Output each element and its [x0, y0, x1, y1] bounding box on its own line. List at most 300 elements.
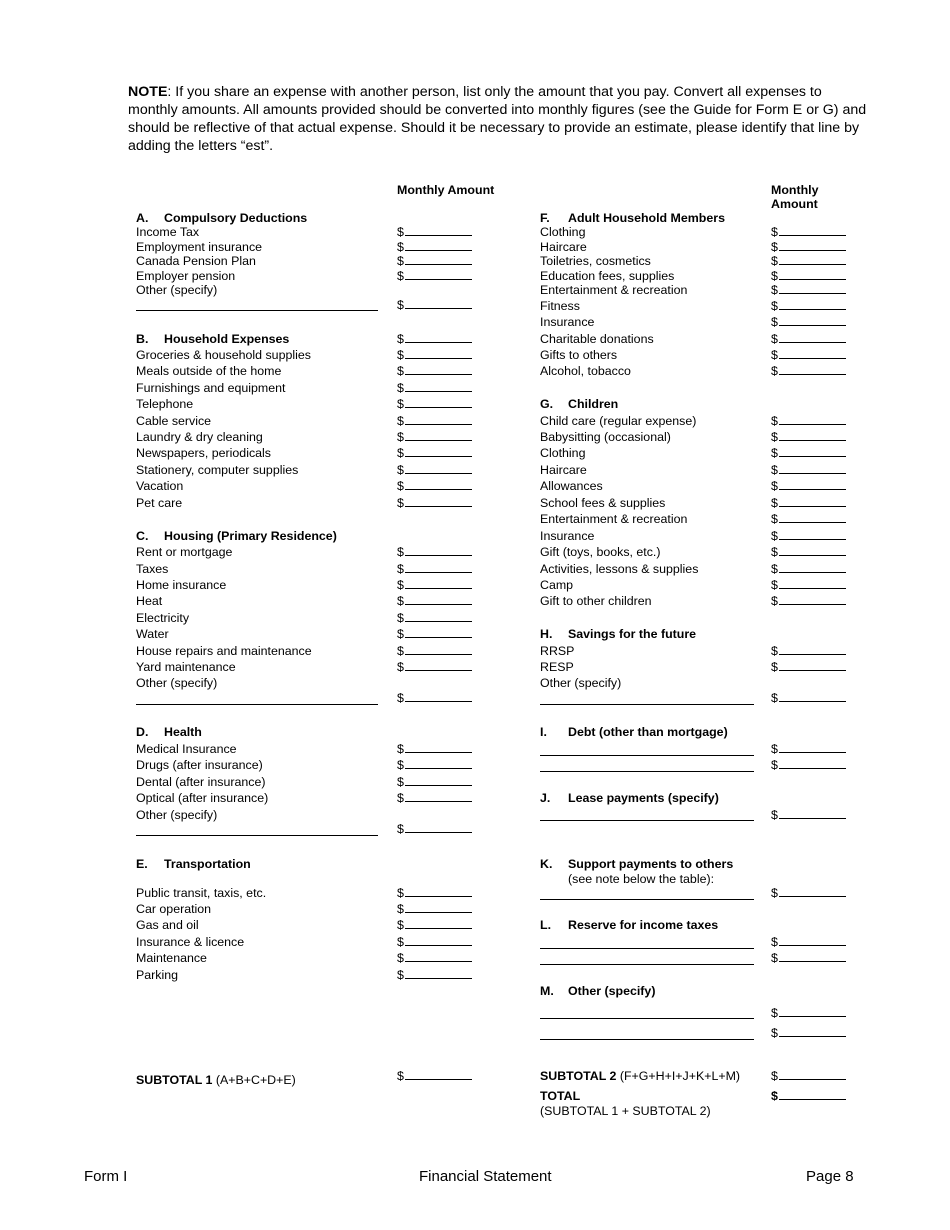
monthly-amount-field[interactable] — [397, 254, 472, 268]
amount-input-line[interactable] — [779, 935, 846, 946]
monthly-amount-field[interactable] — [771, 1006, 846, 1020]
expense-item-label: Activities, lessons & supplies — [540, 562, 699, 576]
currency-symbol: $ — [771, 364, 778, 378]
monthly-amount-field[interactable] — [397, 298, 472, 312]
expense-item-label: Medical Insurance — [136, 742, 237, 756]
monthly-amount-field[interactable] — [771, 463, 846, 477]
monthly-amount-field[interactable] — [397, 348, 472, 362]
section-letter: A. — [136, 211, 149, 225]
currency-symbol: $ — [397, 496, 404, 510]
subtotal-1-formula: (A+B+C+D+E) — [212, 1073, 296, 1087]
currency-symbol: $ — [771, 414, 778, 428]
amount-input-line[interactable] — [779, 951, 846, 962]
section-subtitle: (see note below the table): — [568, 872, 715, 886]
currency-symbol: $ — [771, 578, 778, 592]
currency-symbol: $ — [397, 822, 404, 836]
footer-form: Form I — [84, 1168, 128, 1185]
expense-item-label: Other (specify) — [136, 808, 218, 822]
amount-input-line[interactable] — [405, 775, 472, 786]
currency-symbol: $ — [397, 269, 404, 283]
section-title: Children — [568, 397, 619, 411]
currency-symbol: $ — [771, 1006, 778, 1020]
section-k-header — [540, 857, 733, 871]
monthly-amount-field[interactable] — [771, 951, 846, 965]
amount-input-line[interactable] — [405, 463, 472, 474]
amount-input-line[interactable] — [779, 1089, 846, 1100]
expense-item-label: Clothing — [540, 225, 586, 239]
monthly-amount-field[interactable] — [397, 660, 472, 674]
currency-symbol: $ — [397, 397, 404, 411]
monthly-amount-field[interactable] — [771, 644, 846, 658]
expense-item-label: Telephone — [136, 397, 194, 411]
currency-symbol: $ — [771, 886, 778, 900]
monthly-amount-field[interactable] — [397, 968, 472, 982]
expense-item-label: Other (specify) — [136, 676, 218, 690]
total-title: TOTAL — [540, 1089, 581, 1103]
expense-item-label: Clothing — [540, 446, 586, 460]
expense-item-label: Dental (after insurance) — [136, 775, 266, 789]
amount-input-line[interactable] — [779, 512, 846, 523]
amount-input-line[interactable] — [779, 594, 846, 605]
specify-input-line[interactable] — [540, 820, 754, 821]
currency-symbol: $ — [771, 935, 778, 949]
expense-item-label: Other (specify) — [540, 676, 622, 690]
section-e-header — [136, 857, 251, 871]
amount-input-line[interactable] — [779, 414, 846, 425]
section-c-header — [136, 529, 337, 543]
monthly-amount-field[interactable] — [771, 691, 846, 705]
expense-item-label: Charitable donations — [540, 332, 654, 346]
expense-item-label: Babysitting (occasional) — [540, 430, 671, 444]
currency-symbol: $ — [397, 430, 404, 444]
currency-symbol: $ — [397, 691, 404, 705]
monthly-amount-field[interactable] — [397, 594, 472, 608]
amount-input-line[interactable] — [405, 225, 472, 236]
monthly-amount-field[interactable] — [771, 562, 846, 576]
total-formula: (SUBTOTAL 1 + SUBTOTAL 2) — [540, 1104, 711, 1118]
amount-input-line[interactable] — [779, 315, 846, 326]
currency-symbol: $ — [771, 660, 778, 674]
monthly-amount-field[interactable] — [771, 446, 846, 460]
amount-input-line[interactable] — [779, 348, 846, 359]
specify-input-line[interactable] — [540, 948, 754, 949]
section-letter: D. — [136, 725, 149, 739]
subtotal-2-formula: (F+G+H+I+J+K+L+M) — [616, 1069, 741, 1083]
note-text: : If you share an expense with another person, list only the amount that you pay. Convert all expenses to monthly amounts. All amounts provided should be converted into monthly figures (see the Guide for Form E or G) and should be reflective of that actual expense. Should it be necessary to provide an estimate, please identify that line by adding the letters “est”. — [128, 84, 867, 154]
monthly-amount-field[interactable] — [397, 935, 472, 949]
amount-input-line[interactable] — [779, 430, 846, 441]
currency-symbol: $ — [397, 902, 404, 916]
section-title: Other (specify) — [568, 984, 656, 998]
amount-input-line[interactable] — [779, 299, 846, 310]
expense-item-label: Alcohol, tobacco — [540, 364, 631, 378]
expense-item-label: Income Tax — [136, 225, 200, 239]
currency-symbol: $ — [771, 594, 778, 608]
amount-input-line[interactable] — [779, 529, 846, 540]
expense-item-label: Entertainment & recreation — [540, 283, 688, 297]
monthly-amount-field[interactable] — [771, 1069, 846, 1083]
monthly-amount-field[interactable] — [397, 332, 472, 346]
expense-item-label: Heat — [136, 594, 163, 608]
currency-symbol: $ — [397, 240, 404, 254]
monthly-amount-field[interactable] — [771, 758, 846, 772]
amount-input-line[interactable] — [779, 463, 846, 474]
section-title: Transportation — [164, 857, 251, 871]
monthly-amount-field[interactable] — [397, 397, 472, 411]
monthly-amount-field[interactable] — [397, 822, 472, 836]
expense-item-label: Haircare — [540, 240, 587, 254]
currency-symbol: $ — [397, 968, 404, 982]
amount-input-line[interactable] — [779, 225, 846, 236]
monthly-amount-field[interactable] — [397, 886, 472, 900]
amount-input-line[interactable] — [405, 644, 472, 655]
footer-page: Page 8 — [806, 1168, 854, 1185]
amount-input-line[interactable] — [779, 742, 846, 753]
currency-symbol: $ — [397, 364, 404, 378]
section-h-header — [540, 627, 696, 641]
currency-symbol: $ — [771, 315, 778, 329]
monthly-amount-field[interactable] — [771, 414, 846, 428]
monthly-amount-field[interactable] — [771, 594, 846, 608]
currency-symbol: $ — [771, 512, 778, 526]
currency-symbol: $ — [397, 348, 404, 362]
section-f-header — [540, 211, 725, 225]
expense-item-label: Child care (regular expense) — [540, 414, 697, 428]
specify-input-line[interactable] — [136, 704, 378, 705]
section-title: Compulsory Deductions — [164, 211, 308, 225]
monthly-amount-field[interactable] — [397, 775, 472, 789]
expense-item-label: RRSP — [540, 644, 575, 658]
monthly-amount-field[interactable] — [397, 951, 472, 965]
expense-item-label: Furnishings and equipment — [136, 381, 286, 395]
section-letter: M. — [540, 984, 554, 998]
expense-item-label: Parking — [136, 968, 179, 982]
expense-item-label: Groceries & household supplies — [136, 348, 311, 362]
currency-symbol: $ — [397, 332, 404, 346]
amount-input-line[interactable] — [405, 791, 472, 802]
specify-input-line[interactable] — [540, 704, 754, 705]
monthly-amount-field[interactable] — [771, 240, 846, 254]
expense-item-label: Allowances — [540, 479, 603, 493]
amount-input-line[interactable] — [779, 644, 846, 655]
currency-symbol: $ — [771, 562, 778, 576]
monthly-amount-field[interactable] — [771, 545, 846, 559]
specify-input-line[interactable] — [540, 964, 754, 965]
expense-item-label: Insurance — [540, 315, 595, 329]
monthly-amount-field[interactable] — [771, 886, 846, 900]
specify-input-line[interactable] — [540, 1018, 754, 1019]
amount-input-line[interactable] — [779, 496, 846, 507]
currency-symbol: $ — [771, 529, 778, 543]
subtotal-1-label — [136, 1073, 296, 1087]
amount-input-line[interactable] — [405, 660, 472, 671]
amount-input-line[interactable] — [779, 562, 846, 573]
amount-input-line[interactable] — [405, 691, 472, 702]
currency-symbol: $ — [397, 775, 404, 789]
currency-symbol: $ — [397, 562, 404, 576]
amount-input-line[interactable] — [405, 240, 472, 251]
expense-item-label: Yard maintenance — [136, 660, 236, 674]
note-label: NOTE — [128, 84, 168, 100]
amount-input-line[interactable] — [779, 660, 846, 671]
expense-item-label: Other (specify) — [136, 283, 218, 297]
expense-item-label: Public transit, taxis, etc. — [136, 886, 267, 900]
amount-input-line[interactable] — [405, 1069, 472, 1080]
monthly-amount-field[interactable] — [771, 1089, 846, 1103]
currency-symbol: $ — [771, 1089, 778, 1103]
monthly-amount-field[interactable] — [771, 512, 846, 526]
currency-symbol: $ — [397, 1069, 404, 1083]
expense-item-label: House repairs and maintenance — [136, 644, 312, 658]
expense-item-label: Stationery, computer supplies — [136, 463, 299, 477]
currency-symbol: $ — [771, 430, 778, 444]
monthly-amount-field[interactable] — [771, 578, 846, 592]
amount-input-line[interactable] — [405, 364, 472, 375]
amount-input-line[interactable] — [779, 808, 846, 819]
monthly-amount-field[interactable] — [771, 742, 846, 756]
monthly-amount-field[interactable] — [397, 225, 472, 239]
currency-symbol: $ — [397, 298, 404, 312]
amount-input-line[interactable] — [405, 397, 472, 408]
expense-item-label: Rent or mortgage — [136, 545, 233, 559]
section-b-header — [136, 332, 289, 346]
section-letter: F. — [540, 211, 550, 225]
section-title: Household Expenses — [164, 332, 290, 346]
currency-symbol: $ — [771, 283, 778, 297]
amount-input-line[interactable] — [405, 298, 472, 309]
expense-item-label: Maintenance — [136, 951, 207, 965]
monthly-amount-field[interactable] — [397, 414, 472, 428]
monthly-amount-field[interactable] — [397, 791, 472, 805]
specify-input-line[interactable] — [540, 899, 754, 900]
amount-input-line[interactable] — [405, 951, 472, 962]
monthly-amount-field[interactable] — [771, 529, 846, 543]
monthly-amount-field[interactable] — [397, 496, 472, 510]
amount-input-line[interactable] — [405, 918, 472, 929]
monthly-amount-field[interactable] — [397, 902, 472, 916]
monthly-amount-field[interactable] — [397, 578, 472, 592]
amount-input-line[interactable] — [405, 254, 472, 265]
amount-input-line[interactable] — [405, 886, 472, 897]
amount-input-line[interactable] — [405, 545, 472, 556]
section-title: Reserve for income taxes — [568, 918, 719, 932]
section-title: Lease payments (specify) — [568, 791, 719, 805]
currency-symbol: $ — [397, 594, 404, 608]
currency-symbol: $ — [771, 545, 778, 559]
expense-item-label: Entertainment & recreation — [540, 512, 688, 526]
expense-item-label: Vacation — [136, 479, 184, 493]
monthly-amount-field[interactable] — [397, 742, 472, 756]
currency-symbol: $ — [771, 1026, 778, 1040]
monthly-amount-field[interactable] — [397, 446, 472, 460]
specify-input-line[interactable] — [540, 755, 754, 756]
right-column-header: Monthly Amount — [771, 183, 819, 211]
currency-symbol: $ — [397, 644, 404, 658]
expense-item-label: Cable service — [136, 414, 212, 428]
amount-input-line[interactable] — [779, 240, 846, 251]
monthly-amount-field[interactable] — [771, 479, 846, 493]
amount-input-line[interactable] — [405, 935, 472, 946]
amount-input-line[interactable] — [779, 691, 846, 702]
expense-item-label: Gas and oil — [136, 918, 199, 932]
monthly-amount-field[interactable] — [771, 364, 846, 378]
expense-item-label: Drugs (after insurance) — [136, 758, 263, 772]
section-title: Housing (Primary Residence) — [164, 529, 337, 543]
amount-input-line[interactable] — [405, 822, 472, 833]
section-letter: E. — [136, 857, 148, 871]
amount-input-line[interactable] — [405, 902, 472, 913]
currency-symbol: $ — [771, 951, 778, 965]
amount-input-line[interactable] — [779, 1026, 846, 1037]
section-letter: B. — [136, 332, 149, 346]
monthly-amount-field[interactable] — [397, 240, 472, 254]
monthly-amount-field[interactable] — [397, 545, 472, 559]
monthly-amount-field[interactable] — [771, 283, 846, 297]
currency-symbol: $ — [771, 1069, 778, 1083]
currency-symbol: $ — [397, 886, 404, 900]
section-g-header — [540, 397, 618, 411]
expense-item-label: Optical (after insurance) — [136, 791, 269, 805]
monthly-amount-field[interactable] — [397, 627, 472, 641]
expense-item-label: School fees & supplies — [540, 496, 666, 510]
amount-input-line[interactable] — [405, 332, 472, 343]
monthly-amount-field[interactable] — [771, 225, 846, 239]
specify-input-line[interactable] — [540, 771, 754, 772]
expense-item-label: Gifts to others — [540, 348, 618, 362]
amount-input-line[interactable] — [405, 742, 472, 753]
amount-input-line[interactable] — [405, 611, 472, 622]
expense-item-label: Toiletries, cosmetics — [540, 254, 651, 268]
amount-input-line[interactable] — [405, 758, 472, 769]
amount-input-line[interactable] — [405, 414, 472, 425]
monthly-amount-field[interactable] — [397, 430, 472, 444]
monthly-amount-field[interactable] — [397, 479, 472, 493]
amount-input-line[interactable] — [405, 578, 472, 589]
amount-input-line[interactable] — [405, 627, 472, 638]
specify-input-line[interactable] — [540, 1039, 754, 1040]
amount-input-line[interactable] — [779, 332, 846, 343]
expense-item-label: Camp — [540, 578, 574, 592]
amount-input-line[interactable] — [779, 446, 846, 457]
monthly-amount-field[interactable] — [771, 299, 846, 313]
monthly-amount-field[interactable] — [397, 364, 472, 378]
amount-input-line[interactable] — [405, 496, 472, 507]
monthly-amount-field[interactable] — [771, 430, 846, 444]
expense-item-label: Education fees, supplies — [540, 269, 675, 283]
amount-input-line[interactable] — [779, 758, 846, 769]
subtotal-2-label — [540, 1069, 740, 1083]
expense-item-label: Employer pension — [136, 269, 236, 283]
monthly-amount-field[interactable] — [771, 254, 846, 268]
amount-input-line[interactable] — [779, 1069, 846, 1080]
currency-symbol: $ — [771, 691, 778, 705]
expense-item-label: Car operation — [136, 902, 212, 916]
amount-input-line[interactable] — [779, 479, 846, 490]
monthly-amount-field[interactable] — [771, 496, 846, 510]
currency-symbol: $ — [397, 463, 404, 477]
currency-symbol: $ — [397, 951, 404, 965]
amount-input-line[interactable] — [405, 968, 472, 979]
expense-item-label: Water — [136, 627, 169, 641]
footer-title: Financial Statement — [419, 1168, 552, 1185]
amount-input-line[interactable] — [779, 886, 846, 897]
amount-input-line[interactable] — [779, 578, 846, 589]
monthly-amount-field[interactable] — [397, 562, 472, 576]
currency-symbol: $ — [397, 254, 404, 268]
monthly-amount-field[interactable] — [397, 758, 472, 772]
amount-input-line[interactable] — [405, 562, 472, 573]
amount-input-line[interactable] — [405, 430, 472, 441]
monthly-amount-field[interactable] — [397, 269, 472, 283]
currency-symbol: $ — [397, 758, 404, 772]
amount-input-line[interactable] — [779, 254, 846, 265]
currency-symbol: $ — [397, 225, 404, 239]
monthly-amount-field[interactable] — [771, 332, 846, 346]
expense-item-label: Meals outside of the home — [136, 364, 282, 378]
amount-input-line[interactable] — [779, 269, 846, 280]
monthly-amount-field[interactable] — [771, 348, 846, 362]
amount-input-line[interactable] — [405, 594, 472, 605]
amount-input-line[interactable] — [405, 269, 472, 280]
currency-symbol: $ — [771, 299, 778, 313]
subtotal-2-title: SUBTOTAL 2 — [540, 1069, 617, 1083]
amount-input-line[interactable] — [405, 381, 472, 392]
amount-input-line[interactable] — [779, 1006, 846, 1017]
currency-symbol: $ — [397, 742, 404, 756]
expense-item-label: Gift (toys, books, etc.) — [540, 545, 661, 559]
section-letter: K. — [540, 857, 553, 871]
expense-item-label: Haircare — [540, 463, 587, 477]
section-title: Health — [164, 725, 202, 739]
amount-input-line[interactable] — [779, 364, 846, 375]
amount-input-line[interactable] — [779, 283, 846, 294]
currency-symbol: $ — [397, 627, 404, 641]
currency-symbol: $ — [771, 758, 778, 772]
monthly-amount-field[interactable] — [397, 611, 472, 625]
currency-symbol: $ — [397, 660, 404, 674]
currency-symbol: $ — [397, 935, 404, 949]
specify-input-line[interactable] — [136, 310, 378, 311]
monthly-amount-field[interactable] — [397, 381, 472, 395]
monthly-amount-field[interactable] — [771, 660, 846, 674]
expense-item-label: Insurance — [540, 529, 595, 543]
monthly-amount-field[interactable] — [771, 1026, 846, 1040]
amount-input-line[interactable] — [779, 545, 846, 556]
monthly-amount-field[interactable] — [771, 315, 846, 329]
monthly-amount-field[interactable] — [397, 644, 472, 658]
currency-symbol: $ — [397, 611, 404, 625]
section-letter: G. — [540, 397, 554, 411]
expense-item-label: Newspapers, periodicals — [136, 446, 271, 460]
section-title: Debt (other than mortgage) — [568, 725, 728, 739]
specify-input-line[interactable] — [136, 835, 378, 836]
amount-input-line[interactable] — [405, 479, 472, 490]
monthly-amount-field[interactable] — [397, 691, 472, 705]
monthly-amount-field[interactable] — [771, 808, 846, 822]
expense-item-label: Electricity — [136, 611, 190, 625]
section-letter: L. — [540, 918, 552, 932]
amount-input-line[interactable] — [405, 446, 472, 457]
monthly-amount-field[interactable] — [397, 1069, 472, 1083]
currency-symbol: $ — [771, 332, 778, 346]
currency-symbol: $ — [771, 254, 778, 268]
monthly-amount-field[interactable] — [771, 935, 846, 949]
amount-input-line[interactable] — [405, 348, 472, 359]
currency-symbol: $ — [397, 479, 404, 493]
monthly-amount-field[interactable] — [397, 463, 472, 477]
monthly-amount-field[interactable] — [397, 918, 472, 932]
monthly-amount-field[interactable] — [771, 269, 846, 283]
